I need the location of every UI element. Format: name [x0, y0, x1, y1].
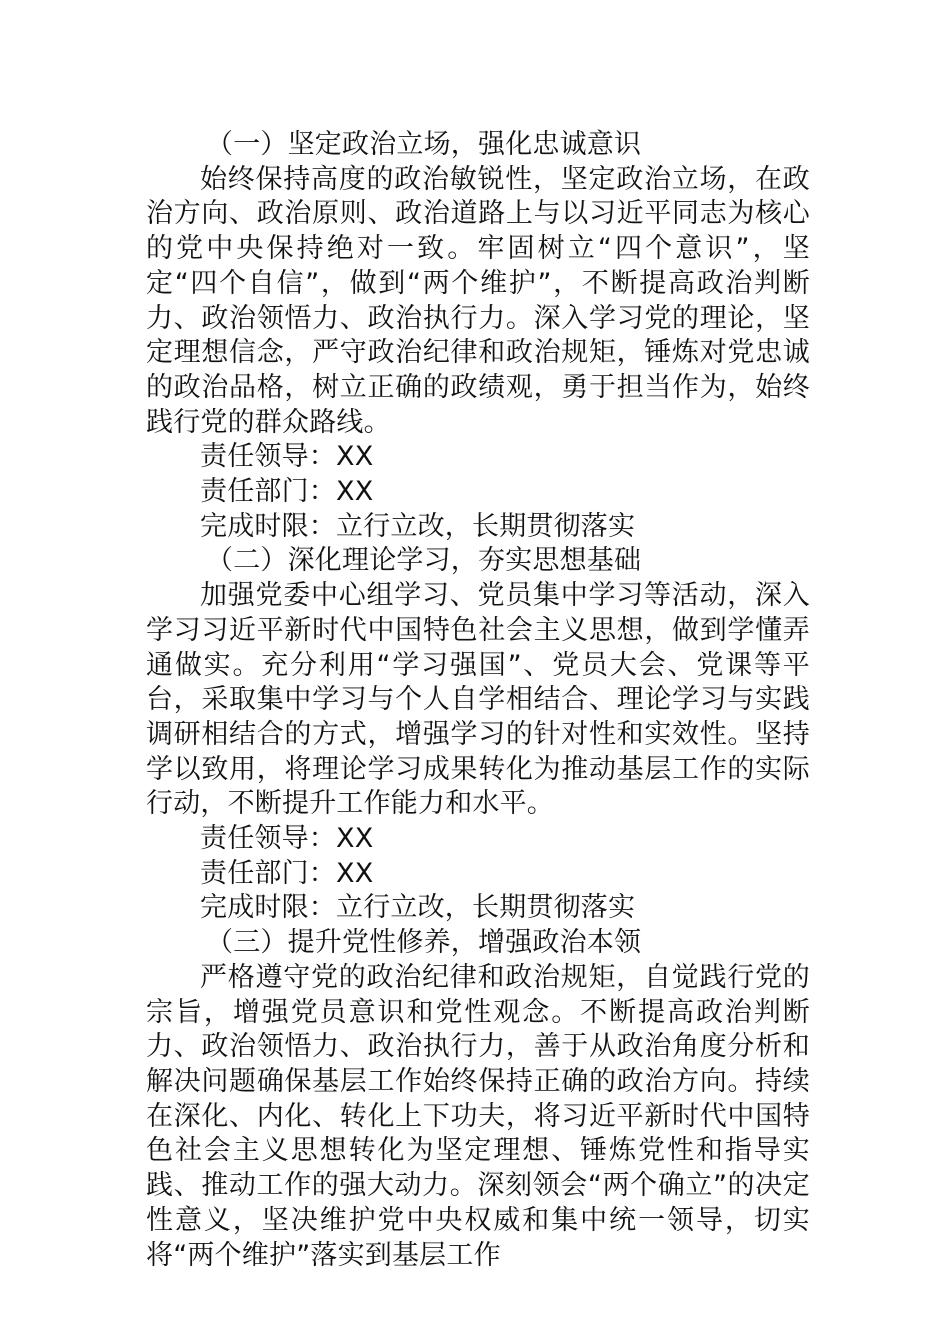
- section-3-heading: （三）提升党性修养，增强政治本领: [206, 927, 642, 959]
- section-2-body: 加强党委中心组学习、党员集中学习等活动，深入学习习近平新时代中国特色社会主义思想，做到学懂弄通做实。充分利用“学习强国”、党员大会、党课等平台，采取集中学习与个人自学相结合、理论学习与实践调研相结合的方式，增强学习的针对性和实效性。坚持学以致用，将理论学习成果转化为推动基层工作的实际行动，不断提升工作能力和水平。: [146, 580, 810, 820]
- section-2-leader: 责任领导：XX: [200, 823, 374, 855]
- section-1-body: 始终保持高度的政治敏锐性，坚定政治立场，在政治方向、政治原则、政治道路上与以习近平同志为核心的党中央保持绝对一致。牢固树立“四个意识”，坚定“四个自信”，做到“两个维护”，不断提高政治判断力、政治领悟力、政治执行力。深入学习党的理论，坚定理想信念，严守政治纪律和政治规矩，锤炼对党忠诚的政治品格，树立正确的政绩观，勇于担当作为，始终践行党的群众路线。: [146, 163, 810, 438]
- section-2-deadline: 完成时限：立行立改，长期贯彻落实: [200, 892, 636, 924]
- section-1-department: 责任部门：XX: [200, 476, 374, 508]
- section-3-body: 严格遵守党的政治纪律和政治规矩，自觉践行党的宗旨，增强党员意识和党性观念。不断提高政治判断力、政治领悟力、政治执行力，善于从政治角度分析和解决问题确保基层工作始终保持正确的政治方向。持续在深化、内化、转化上下功夫，将习近平新时代中国特色社会主义思想转化为坚定理想、锤炼党性和指导实践、推动工作的强大动力。深刻领会“两个确立”的决定性意义，坚决维护党中央权威和集中统一领导，切实将“两个维护”落实到基层工作: [146, 961, 810, 1271]
- document-content: [146, 128, 810, 1273]
- section-1-leader: 责任领导：XX: [200, 441, 374, 473]
- section-1-deadline: 完成时限：立行立改，长期贯彻落实: [200, 510, 636, 542]
- section-2-department: 责任部门：XX: [200, 857, 374, 889]
- section-1-heading: （一）坚定政治立场，强化忠诚意识: [206, 129, 642, 160]
- section-2-heading: （二）深化理论学习，夯实思想基础: [206, 545, 642, 577]
